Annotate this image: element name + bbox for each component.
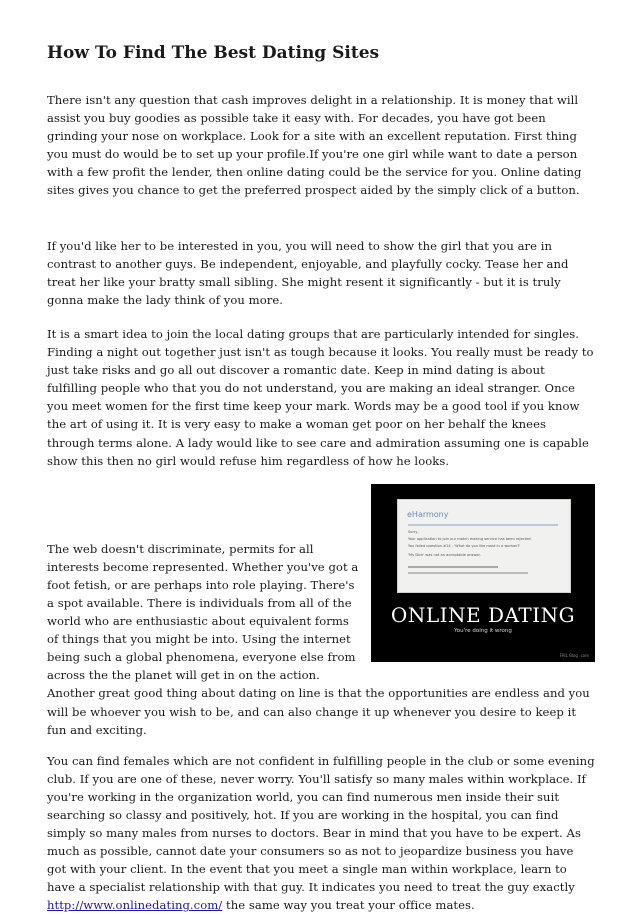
poster-screen-line-4: 'My Dick' was not an acceptable answer. xyxy=(408,552,481,557)
poster-filler-line xyxy=(408,566,498,568)
poster-screenshot xyxy=(397,499,571,593)
online-dating-poster-image xyxy=(371,484,595,662)
paragraph-web-interests: The web doesn't discriminate, permits for all interests become represented. Whether you've got a foot fetish, or are perhaps into role playing. There's a spot available. There is individuals from all of the world who are enthusiastic about equivalent forms of things that you might be into. Using the internet being such a global phenomena, everyone else from across the the planet will get in on the action. Another great good thing about dating on line is that the opportunities are endless and you will be whoever you wish to be, and can also change it up whenever you desire to keep it fun and exciting. xyxy=(47,541,590,737)
poster-subtitle: You're doing it wrong xyxy=(454,627,512,634)
paragraph-workplace xyxy=(47,752,595,915)
eharmony-logo: eHarmony xyxy=(407,509,449,519)
image-paragraph-block xyxy=(47,484,595,739)
poster-divider xyxy=(408,524,558,526)
paragraph-dating-groups: It is a smart idea to join the local dating groups that are particularly intended for singles. Finding a night out together just isn't as tough because it looks. You really must be ready to just take risks and go all out discover a romantic date. Keep in mind dating is about fulfilling people who that you do not understand, you are making an ideal stranger. Once you meet women for the first time keep your mark. Words may be a good tool if you know the art of using it. It is very easy to make a woman get poor on her behalf the knees through terms alone. A lady would like to see care and admiration assuming one is capable show this then no girl would refuse him regardless of how he looks. xyxy=(47,326,594,468)
page-title: How To Find The Best Dating Sites xyxy=(47,43,380,63)
poster-watermark: FAIL Blog .com xyxy=(559,652,589,658)
document-page xyxy=(47,42,595,915)
poster-title: ONLINE DATING xyxy=(390,602,576,627)
poster-filler-line xyxy=(408,572,528,574)
paragraph-be-different: If you'd like her to be interested in you, you will need to show the girl that you are in contrast to another guys. Be independent, enjoyable, and playfully cocky. Tease her and treat her like your bratty small sibling. She might resent it significantly - but it is truly gonna make the lady think of you more. xyxy=(47,238,569,307)
poster-screen-line-3: You failed question #14 : 'What do you like most in a woman?' xyxy=(408,543,521,548)
paragraph-intro: There isn't any question that cash improves delight in a relationship. It is money that will assist you buy goodies as possible take it easy with. For decades, you have got been grinding your nose on workplace. Look for a site with an excellent reputation. First thing you must do would be to set up your profile.If you're one girl while want to date a person with a few profit the lender, then online dating could be the service for you. Online dating sites gives you chance to get the preferred prospect aided by the simply click of a button. xyxy=(47,93,582,198)
poster-screen-line-1: Sorry, xyxy=(408,529,419,534)
onlinedating-link[interactable]: http://www.onlinedating.com/ xyxy=(47,898,223,913)
paragraph-workplace-end: the same way you treat your office mates. xyxy=(222,898,475,913)
poster-screen-line-2: Your application to join our match making service has been rejected. xyxy=(408,536,532,541)
paragraph-workplace-text: You can find females which are not confident in fulfilling people in the club or some evening club. If you are one of these, never worry. You'll satisfy so many males within workplace. If you're working in the organization world, you can find numerous men inside their suit searching so classy and positively, hot. If you are working in the hospital, you can find simply so many males from nurses to doctors. Bear in mind that you have to be expert. As much as possible, cannot date your consumers so as not to jeopardize business you have got with your client. In the event that you meet a single man within workplace, learn to have a specialist relationship with that guy. It indicates you need to treat the guy exactly xyxy=(47,753,595,895)
